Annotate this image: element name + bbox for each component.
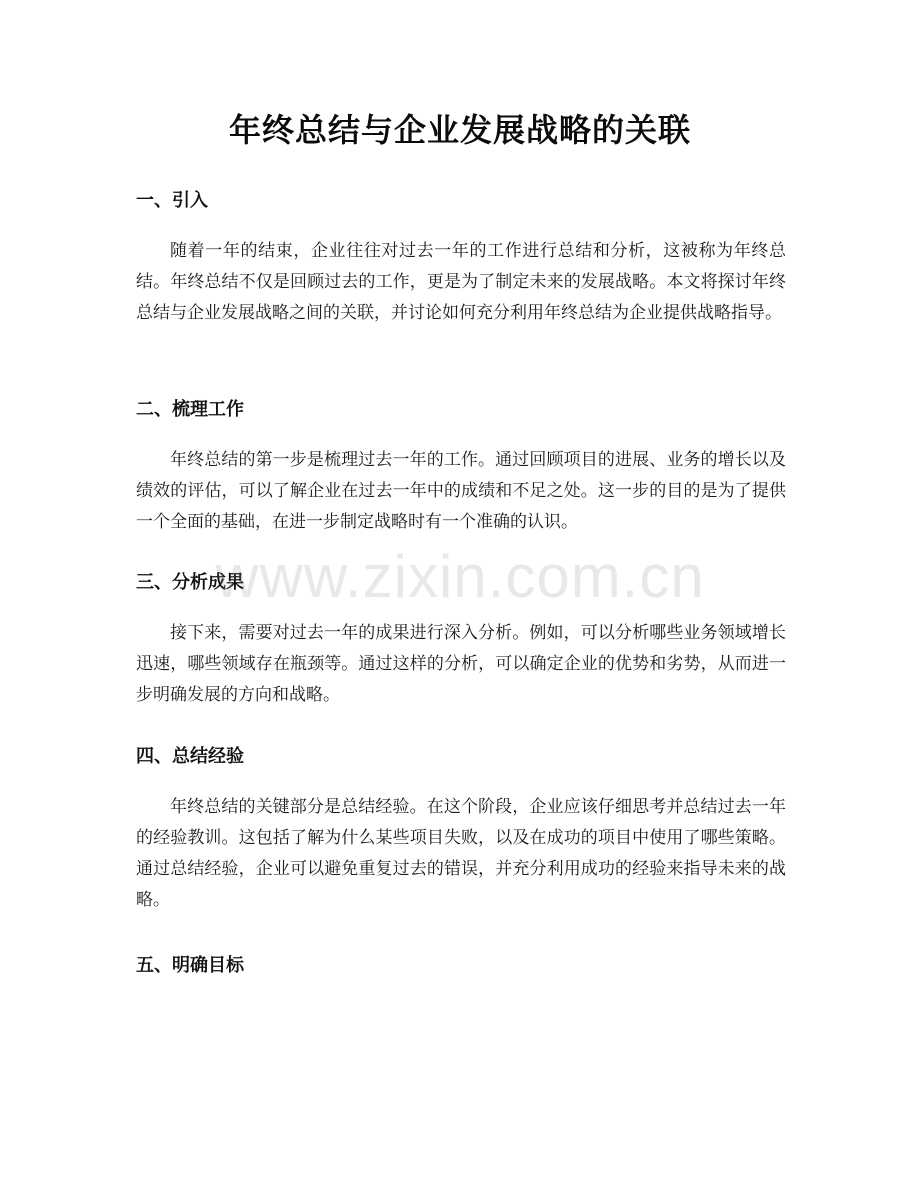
section-paragraph-analyze-results: 接下来，需要对过去一年的成果进行深入分析。例如，可以分析哪些业务领域增长迅速，哪些领域存在瓶颈等。通过这样的分析，可以确定企业的优势和劣势，从而进一步明确发展的方向和战略。 — [136, 623, 786, 705]
section-paragraph-summarize-experience: 年终总结的关键部分是总结经验。在这个阶段，企业应该仔细思考并总结过去一年的经验教训。这包括了解为什么某些项目失败，以及在成功的项目中使用了哪些策略。通过总结经验，企业可以避免重复过去的错误，并充分利用成功的经验来指导未来的战略。 — [136, 797, 786, 910]
section-heading-intro: 一、引入 — [136, 190, 208, 211]
section-paragraph-review-work: 年终总结的第一步是梳理过去一年的工作。通过回顾项目的进展、业务的增长以及绩效的评估，可以了解企业在过去一年中的成绩和不足之处。这一步的目的是为了提供一个全面的基础，在进一步制定战略时有一个准确的认识。 — [136, 450, 786, 532]
watermark: www.zixin.com.cn — [215, 543, 705, 610]
section-heading-summarize-experience: 四、总结经验 — [136, 746, 244, 767]
section-heading-analyze-results: 三、分析成果 — [136, 572, 244, 593]
section-paragraph-intro: 随着一年的结束，企业往往对过去一年的工作进行总结和分析，这被称为年终总结。年终总结不仅是回顾过去的工作，更是为了制定未来的发展战略。本文将探讨年终总结与企业发展战略之间的关联，并讨论如何充分利用年终总结为企业提供战略指导。 — [136, 241, 786, 323]
document-title: 年终总结与企业发展战略的关联 — [228, 111, 691, 149]
section-heading-review-work: 二、梳理工作 — [136, 399, 244, 420]
section-heading-clarify-goals: 五、明确目标 — [136, 955, 244, 976]
